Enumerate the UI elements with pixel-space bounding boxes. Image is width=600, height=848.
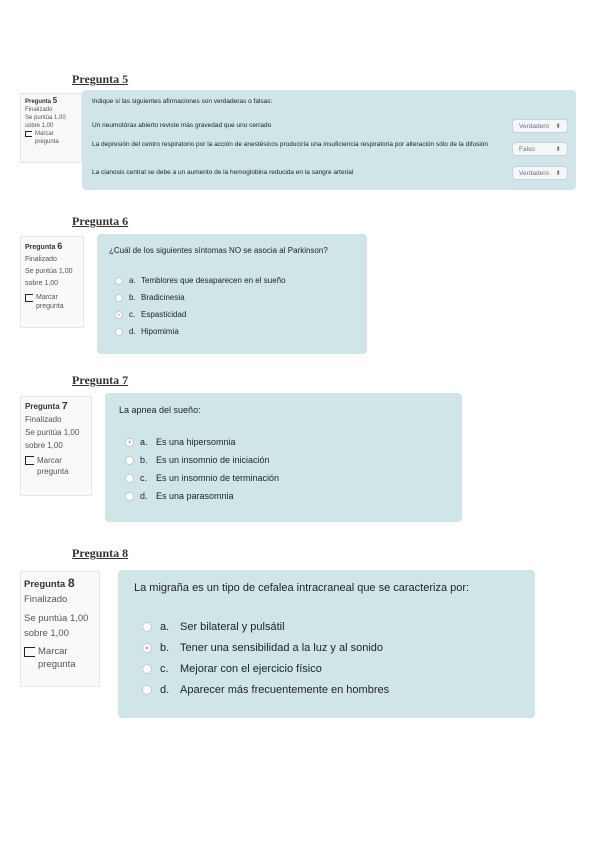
statement-text: La depresión del centro respiratorio por la acción de anestésicos produciría una insuficiencia respiratoria por alteración sólo de la difusión xyxy=(92,141,489,148)
question-grade: Se puntúa 1,00 sobre 1,00 xyxy=(24,613,89,639)
flag-icon xyxy=(25,456,34,465)
answer-select[interactable]: Verdadero ⬍ xyxy=(512,119,568,133)
radio-button[interactable] xyxy=(115,328,123,336)
answer-option[interactable]: a. Temblores que desaparecen en el sueño xyxy=(115,276,286,285)
question-number: Pregunta 5 xyxy=(25,96,58,105)
radio-button[interactable] xyxy=(142,664,152,674)
question-6-card xyxy=(97,234,367,354)
question-state: Finalizado xyxy=(25,415,62,424)
question-grade: Se puntúa 1,00 sobre 1,00 xyxy=(25,268,73,287)
question-prompt: La migraña es un tipo de cefalea intracraneal que se caracteriza por: xyxy=(134,582,470,594)
question-7-card xyxy=(105,393,462,522)
radio-button[interactable] xyxy=(125,456,134,465)
question-prompt: Indique si las siguientes afirmaciones son verdaderas o falsas: xyxy=(92,98,273,105)
question-number: Pregunta 6 xyxy=(25,241,63,251)
question-number: Pregunta 8 xyxy=(24,576,75,590)
radio-button[interactable] xyxy=(115,294,123,302)
answer-option[interactable]: a. Ser bilateral y pulsátil xyxy=(142,621,285,633)
statement-text: Un neumotórax abierto reviste más gravedad que uno cerrado xyxy=(92,122,272,129)
answer-option[interactable]: c. Mejorar con el ejercicio físico xyxy=(142,663,322,675)
question-7-heading: Pregunta 7 xyxy=(72,373,129,387)
answer-option[interactable]: b. Tener una sensibilidad a la luz y al sonido xyxy=(142,642,383,654)
question-7-info xyxy=(20,396,92,496)
question-grade: Se puntúa 1,00 sobre 1,00 xyxy=(25,428,80,450)
answer-option[interactable]: d. Hipomimia xyxy=(115,327,179,336)
answer-option[interactable]: b. Bradicinesia xyxy=(115,293,185,302)
flag-icon xyxy=(25,294,33,302)
select-caret-icon: ⬍ xyxy=(555,123,561,130)
question-8-card xyxy=(118,570,535,718)
answer-select[interactable]: Falso ⬍ xyxy=(512,142,568,156)
question-number: Pregunta 7 xyxy=(25,401,68,412)
radio-button[interactable] xyxy=(142,622,152,632)
question-8-heading: Pregunta 8 xyxy=(72,546,129,560)
question-state: Finalizado xyxy=(25,256,57,263)
answer-option[interactable]: c. Espasticidad xyxy=(115,310,186,319)
select-caret-icon: ⬍ xyxy=(555,146,561,153)
flag-question-button[interactable]: Marcar pregunta xyxy=(25,455,87,477)
question-5-heading: Pregunta 5 xyxy=(72,72,129,86)
radio-button-selected[interactable] xyxy=(125,438,134,447)
flag-question-button[interactable]: Marcar pregunta xyxy=(25,130,77,146)
question-state: Finalizado xyxy=(25,107,53,113)
radio-button[interactable] xyxy=(115,277,123,285)
flag-question-button[interactable]: Marcar pregunta xyxy=(25,293,79,311)
question-5-info xyxy=(20,93,82,163)
question-grade: Se puntúa 1,00 sobre 1,00 xyxy=(25,115,66,129)
flag-question-button[interactable]: Marcar pregunta xyxy=(24,645,96,671)
question-prompt: La apnea del sueño: xyxy=(119,405,201,415)
statement-text: La cianosis central se debe a un aumento de la hemoglobina reducida en la sangre arterial xyxy=(92,169,354,176)
question-prompt: ¿Cuál de los siguientes síntomas NO se asocia al Parkinson? xyxy=(109,246,328,255)
question-5-card xyxy=(82,90,576,190)
question-state: Finalizado xyxy=(24,594,68,605)
answer-option[interactable]: d. Aparecer más frecuentemente en hombres xyxy=(142,684,389,696)
radio-button[interactable] xyxy=(125,474,134,483)
select-caret-icon: ⬍ xyxy=(555,170,561,177)
flag-icon xyxy=(25,131,32,137)
answer-option[interactable]: b. Es un insomnio de iniciación xyxy=(125,455,270,465)
radio-button-selected[interactable] xyxy=(115,311,123,319)
question-8-info xyxy=(20,571,100,687)
answer-option[interactable]: d. Es una parasomnia xyxy=(125,491,234,501)
radio-button[interactable] xyxy=(142,685,152,695)
answer-option[interactable]: c. Es un insomnio de terminación xyxy=(125,473,279,483)
flag-icon xyxy=(24,647,35,657)
question-6-info xyxy=(20,236,84,328)
answer-select[interactable]: Verdadero ⬍ xyxy=(512,166,568,180)
question-6-heading: Pregunta 6 xyxy=(72,214,129,228)
radio-button[interactable] xyxy=(125,492,134,501)
radio-button-selected[interactable] xyxy=(142,643,152,653)
answer-option[interactable]: a. Es una hipersomnia xyxy=(125,437,236,447)
